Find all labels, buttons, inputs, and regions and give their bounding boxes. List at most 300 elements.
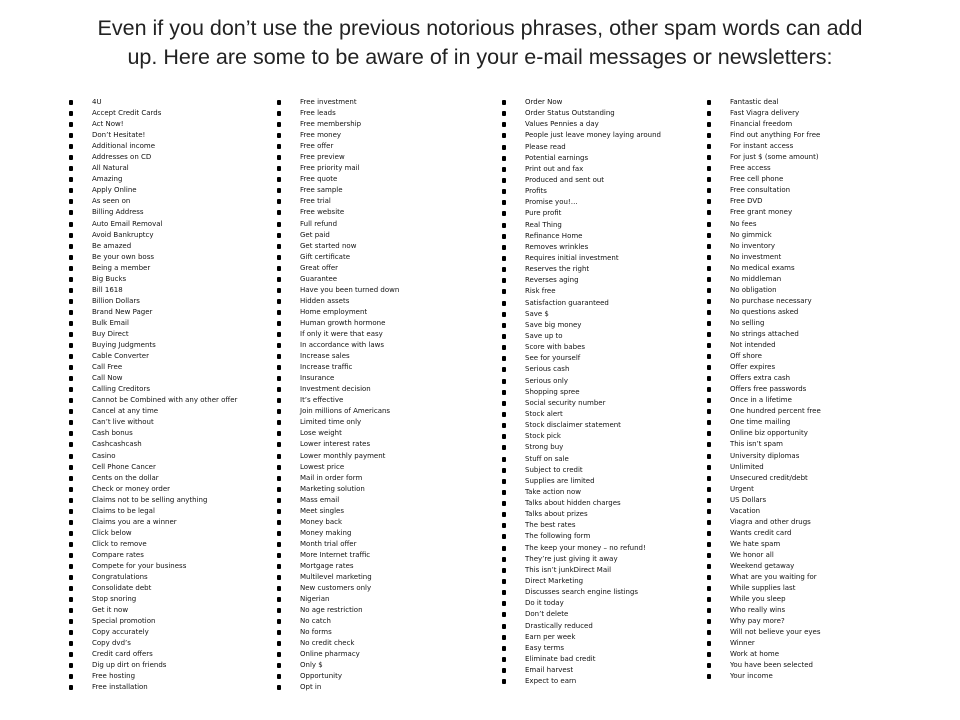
spam-word-text: Free trial <box>300 197 331 206</box>
bullet-icon <box>707 586 711 591</box>
spam-word-item <box>300 108 399 119</box>
spam-word-text: Big Bucks <box>92 274 127 283</box>
spam-word-text: Direct Marketing <box>525 577 584 586</box>
spam-word-text: Produced and sent out <box>525 175 605 184</box>
spam-word-text: Join millions of Americans <box>300 407 391 416</box>
spam-word-text: Do it today <box>525 599 564 608</box>
spam-word-text: Cannot be Combined with any other offer <box>92 396 238 405</box>
bullet-icon <box>277 244 281 249</box>
spam-word-text: Earn per week <box>525 632 576 641</box>
spam-word-text: Avoid Bankruptcy <box>92 230 154 239</box>
spam-word-text: Free priority mail <box>300 164 360 173</box>
spam-word-item <box>92 594 237 605</box>
spam-word-text: Viagra and other drugs <box>730 517 811 526</box>
spam-word-text: Risk free <box>525 287 556 296</box>
spam-word-text: Free installation <box>92 683 148 692</box>
spam-word-item <box>730 484 821 495</box>
spam-word-item <box>525 554 661 565</box>
spam-word-text: Month trial offer <box>300 539 357 548</box>
spam-word-item <box>92 141 237 152</box>
spam-word-text: Values Pennies a day <box>525 120 599 129</box>
bullet-icon <box>69 277 73 282</box>
bullet-icon <box>277 365 281 370</box>
bullet-icon <box>707 608 711 613</box>
bullet-icon <box>707 409 711 414</box>
bullet-icon <box>502 423 506 428</box>
spam-word-text: Credit card offers <box>92 650 153 659</box>
spam-word-item <box>730 417 821 428</box>
spam-word-item <box>92 230 237 241</box>
bullet-icon <box>69 100 73 105</box>
bullet-icon <box>502 557 506 562</box>
spam-word-text: Don’t Hesitate! <box>92 131 146 140</box>
bullet-icon <box>69 520 73 525</box>
bullet-icon <box>69 188 73 193</box>
bullet-icon <box>707 332 711 337</box>
bullet-icon <box>502 267 506 272</box>
spam-word-text: Strong buy <box>525 443 564 452</box>
bullet-icon <box>502 512 506 517</box>
spam-word-text: Being a member <box>92 263 151 272</box>
spam-word-item <box>525 387 661 398</box>
spam-word-item <box>525 153 661 164</box>
spam-word-text: Offers free passwords <box>730 385 807 394</box>
spam-word-item <box>300 318 399 329</box>
spam-word-text: Free membership <box>300 120 362 129</box>
spam-word-item <box>300 384 399 395</box>
spam-word-item <box>92 682 237 693</box>
spam-word-item <box>730 451 821 462</box>
bullet-icon <box>69 398 73 403</box>
spam-word-text: Hidden assets <box>300 296 350 305</box>
spam-word-text: Home employment <box>300 307 368 316</box>
bullet-icon <box>502 111 506 116</box>
bullet-icon <box>277 487 281 492</box>
spam-word-item <box>730 152 821 163</box>
bullet-icon <box>69 487 73 492</box>
bullet-icon <box>707 674 711 679</box>
bullet-icon <box>707 155 711 160</box>
spam-word-item <box>730 462 821 473</box>
spam-word-item <box>92 561 237 572</box>
spam-word-text: Full refund <box>300 219 338 228</box>
bullet-icon <box>707 387 711 392</box>
spam-word-text: Will not believe your eyes <box>730 628 821 637</box>
bullet-icon <box>277 431 281 436</box>
spam-word-text: Why pay more? <box>730 617 785 626</box>
spam-word-text: Have you been turned down <box>300 285 400 294</box>
spam-word-item <box>300 649 399 660</box>
spam-word-text: While you sleep <box>730 595 786 604</box>
spam-word-item <box>525 286 661 297</box>
bullet-icon <box>707 420 711 425</box>
spam-word-text: Be your own boss <box>92 252 154 261</box>
bullet-icon <box>277 332 281 337</box>
spam-word-text: The following form <box>525 532 591 541</box>
spam-word-text: Money making <box>300 528 352 537</box>
spam-word-item <box>730 384 821 395</box>
spam-word-text: Copy accurately <box>92 628 149 637</box>
bullet-icon <box>707 299 711 304</box>
spam-word-text: Unsecured credit/debt <box>730 473 808 482</box>
bullet-icon <box>707 531 711 536</box>
spam-word-item <box>92 417 237 428</box>
bullet-icon <box>502 122 506 127</box>
bullet-icon <box>69 321 73 326</box>
spam-word-item <box>730 252 821 263</box>
bullet-icon <box>707 310 711 315</box>
bullet-icon <box>707 442 711 447</box>
spam-word-text: No catch <box>300 617 331 626</box>
bullet-icon <box>69 343 73 348</box>
spam-word-text: Limited time only <box>300 418 362 427</box>
spam-word-text: Email harvest <box>525 666 574 675</box>
spam-word-text: Multilevel marketing <box>300 573 372 582</box>
bullet-icon <box>502 278 506 283</box>
bullet-icon <box>69 299 73 304</box>
spam-word-item <box>300 373 399 384</box>
spam-word-item <box>525 309 661 320</box>
spam-word-item <box>730 130 821 141</box>
bullet-icon <box>69 630 73 635</box>
spam-word-text: Lowest price <box>300 462 345 471</box>
spam-word-text: Buy Direct <box>92 329 129 338</box>
bullet-icon <box>277 144 281 149</box>
spam-word-text: Cents on the dollar <box>92 473 159 482</box>
spam-word-item <box>300 329 399 340</box>
spam-word-item <box>92 274 237 285</box>
spam-word-item <box>525 108 661 119</box>
bullet-icon <box>707 398 711 403</box>
spam-word-item <box>300 439 399 450</box>
bullet-icon <box>277 454 281 459</box>
spam-word-item <box>525 376 661 387</box>
bullet-icon <box>69 288 73 293</box>
spam-word-text: It’s effective <box>300 396 344 405</box>
spam-word-item <box>525 253 661 264</box>
bullet-icon <box>277 199 281 204</box>
title-line-1: Even if you don’t use the previous notorious phrases, other spam words can add <box>97 16 863 40</box>
spam-word-text: Shopping spree <box>525 387 580 396</box>
spam-word-item <box>92 550 237 561</box>
spam-word-item <box>300 484 399 495</box>
spam-word-item <box>92 373 237 384</box>
spam-word-item <box>730 473 821 484</box>
spam-word-text: Free access <box>730 164 771 173</box>
bullet-icon <box>277 663 281 668</box>
bullet-icon <box>69 365 73 370</box>
bullet-icon <box>707 619 711 624</box>
spam-word-item <box>300 428 399 439</box>
bullet-icon <box>502 534 506 539</box>
bullet-icon <box>69 465 73 470</box>
spam-word-item <box>525 498 661 509</box>
spam-word-item <box>525 130 661 141</box>
spam-word-item <box>300 528 399 539</box>
spam-word-item <box>300 462 399 473</box>
spam-word-item <box>730 263 821 274</box>
bullet-icon <box>502 668 506 673</box>
spam-word-text: Fast Viagra delivery <box>730 109 800 118</box>
bullet-icon <box>277 233 281 238</box>
spam-word-item <box>730 329 821 340</box>
spam-word-text: Cash bonus <box>92 429 133 438</box>
bullet-icon <box>69 122 73 127</box>
spam-word-item <box>92 108 237 119</box>
bullet-icon <box>502 156 506 161</box>
spam-word-text: Urgent <box>730 484 754 493</box>
spam-word-text: Free preview <box>300 153 345 162</box>
spam-word-item <box>525 175 661 186</box>
spam-word-text: Increase traffic <box>300 363 353 372</box>
bullet-icon <box>277 630 281 635</box>
spam-word-item <box>525 509 661 520</box>
spam-word-item <box>730 660 821 671</box>
spam-word-item <box>92 473 237 484</box>
spam-word-text: One hundred percent free <box>730 407 821 416</box>
spam-word-item <box>525 576 661 587</box>
spam-word-text: Work at home <box>730 650 780 659</box>
spam-word-text: Get started now <box>300 241 357 250</box>
bullet-icon <box>707 509 711 514</box>
spam-word-item <box>92 660 237 671</box>
spam-word-text: No inventory <box>730 241 776 250</box>
spam-word-item <box>730 395 821 406</box>
spam-word-item <box>730 340 821 351</box>
bullet-icon <box>707 542 711 547</box>
bullet-icon <box>69 663 73 668</box>
spam-word-item <box>300 616 399 627</box>
bullet-icon <box>707 663 711 668</box>
spam-word-text: Eliminate bad credit <box>525 655 596 664</box>
spam-word-text: The keep your money – no refund! <box>525 543 646 552</box>
bullet-icon <box>707 343 711 348</box>
spam-word-text: No fees <box>730 219 757 228</box>
spam-word-item <box>300 660 399 671</box>
bullet-icon <box>277 310 281 315</box>
spam-word-item <box>92 395 237 406</box>
bullet-icon <box>277 166 281 171</box>
bullet-icon <box>707 133 711 138</box>
bullet-icon <box>707 564 711 569</box>
spam-word-text: Increase sales <box>300 352 350 361</box>
spam-word-item <box>92 671 237 682</box>
bullet-icon <box>502 635 506 640</box>
spam-word-item <box>730 539 821 550</box>
bullet-icon <box>707 476 711 481</box>
spam-word-text: Claims not to be selling anything <box>92 495 208 504</box>
bullet-icon <box>277 564 281 569</box>
spam-word-text: No purchase necessary <box>730 296 812 305</box>
spam-word-item <box>525 242 661 253</box>
spam-word-text: Great offer <box>300 263 339 272</box>
bullet-icon <box>707 630 711 635</box>
bullet-icon <box>277 155 281 160</box>
bullet-icon <box>707 255 711 260</box>
spam-word-item <box>525 264 661 275</box>
bullet-icon <box>69 641 73 646</box>
bullet-icon <box>69 376 73 381</box>
spam-word-item <box>525 398 661 409</box>
spam-word-item <box>92 97 237 108</box>
spam-word-text: Free consultation <box>730 186 791 195</box>
spam-word-text: Online biz opportunity <box>730 429 808 438</box>
bullet-icon <box>707 465 711 470</box>
spam-word-item <box>525 298 661 309</box>
bullet-icon <box>502 590 506 595</box>
spam-word-item <box>300 539 399 550</box>
spam-word-text: No medical exams <box>730 263 795 272</box>
spam-word-item <box>92 439 237 450</box>
bullet-icon <box>502 445 506 450</box>
bullet-icon <box>502 434 506 439</box>
spam-word-item <box>730 351 821 362</box>
spam-word-text: This isn’t spam <box>730 440 783 449</box>
spam-word-item <box>730 163 821 174</box>
spam-word-text: Money back <box>300 517 343 526</box>
spam-word-item <box>92 329 237 340</box>
spam-word-item <box>300 152 399 163</box>
spam-word-item <box>300 506 399 517</box>
spam-word-item <box>525 420 661 431</box>
spam-word-item <box>730 119 821 130</box>
spam-word-text: Special promotion <box>92 617 156 626</box>
spam-word-item <box>525 342 661 353</box>
bullet-icon <box>69 564 73 569</box>
bullet-icon <box>707 454 711 459</box>
spam-word-text: Unlimited <box>730 462 764 471</box>
spam-word-item <box>92 495 237 506</box>
spam-word-item <box>92 219 237 230</box>
bullet-icon <box>277 255 281 260</box>
bullet-icon <box>707 575 711 580</box>
spam-word-item <box>300 241 399 252</box>
spam-word-text: Vacation <box>730 506 761 515</box>
bullet-icon <box>69 332 73 337</box>
spam-word-item <box>92 428 237 439</box>
bullet-icon <box>502 490 506 495</box>
spam-word-item <box>300 230 399 241</box>
bullet-icon <box>707 233 711 238</box>
spam-word-text: Compare rates <box>92 550 144 559</box>
spam-word-text: More Internet traffic <box>300 550 371 559</box>
spam-word-text: Stuff on sale <box>525 454 569 463</box>
bullet-icon <box>707 199 711 204</box>
spam-word-item <box>300 252 399 263</box>
bullet-icon <box>277 122 281 127</box>
spam-word-item <box>300 406 399 417</box>
spam-word-item <box>300 517 399 528</box>
spam-word-item <box>525 643 661 654</box>
spam-word-item <box>300 572 399 583</box>
bullet-icon <box>277 619 281 624</box>
spam-words-column-3 <box>525 97 661 687</box>
spam-word-text: All Natural <box>92 164 129 173</box>
spam-word-item <box>92 185 237 196</box>
spam-word-item <box>300 274 399 285</box>
spam-word-text: Serious cash <box>525 365 570 374</box>
bullet-icon <box>277 498 281 503</box>
spam-word-text: What are you waiting for <box>730 573 817 582</box>
bullet-icon <box>502 479 506 484</box>
spam-word-text: Opt in <box>300 683 322 692</box>
spam-words-column-4 <box>730 97 821 682</box>
spam-word-text: Claims you are a winner <box>92 517 177 526</box>
spam-word-item <box>92 252 237 263</box>
bullet-icon <box>277 387 281 392</box>
spam-word-item <box>92 362 237 373</box>
spam-word-item <box>730 495 821 506</box>
spam-word-item <box>525 208 661 219</box>
spam-word-item <box>525 621 661 632</box>
spam-word-text: For instant access <box>730 142 794 151</box>
spam-word-item <box>525 353 661 364</box>
bullet-icon <box>502 345 506 350</box>
spam-word-text: No age restriction <box>300 606 363 615</box>
spam-word-text: Stop snoring <box>92 595 137 604</box>
spam-word-text: Promise you!… <box>525 198 578 207</box>
bullet-icon <box>69 166 73 171</box>
spam-word-text: Nigerian <box>300 595 330 604</box>
spam-word-text: For just $ (some amount) <box>730 153 819 162</box>
spam-word-item <box>525 676 661 687</box>
spam-word-item <box>92 241 237 252</box>
spam-word-text: Free money <box>300 131 342 140</box>
spam-word-text: Stock disclaimer statement <box>525 421 621 430</box>
spam-word-item <box>525 465 661 476</box>
spam-word-text: Lower monthly payment <box>300 451 386 460</box>
spam-word-item <box>300 219 399 230</box>
spam-word-item <box>300 627 399 638</box>
spam-word-item <box>92 351 237 362</box>
bullet-icon <box>502 178 506 183</box>
spam-word-text: If only it were that easy <box>300 329 383 338</box>
bullet-icon <box>502 100 506 105</box>
bullet-icon <box>69 685 73 690</box>
spam-word-item <box>300 561 399 572</box>
bullet-icon <box>502 312 506 317</box>
spam-word-item <box>300 340 399 351</box>
spam-word-text: People just leave money laying around <box>525 131 661 140</box>
spam-word-text: Refinance Home <box>525 231 583 240</box>
spam-word-text: One time mailing <box>730 418 791 427</box>
bullet-icon <box>277 100 281 105</box>
bullet-icon <box>69 310 73 315</box>
spam-word-text: Gift certificate <box>300 252 351 261</box>
spam-word-item <box>300 395 399 406</box>
spam-word-item <box>730 97 821 108</box>
spam-word-text: Potential earnings <box>525 153 589 162</box>
spam-word-text: Get it now <box>92 606 129 615</box>
spam-word-item <box>92 285 237 296</box>
spam-word-text: Free quote <box>300 175 338 184</box>
bullet-icon <box>277 210 281 215</box>
bullet-icon <box>69 155 73 160</box>
spam-word-item <box>730 561 821 572</box>
spam-word-text: Not intended <box>730 341 776 350</box>
spam-word-item <box>730 141 821 152</box>
title-line-2: up. Here are some to be aware of in your e-mail messages or newsletters: <box>127 45 833 69</box>
spam-word-item <box>730 230 821 241</box>
bullet-icon <box>502 356 506 361</box>
spam-word-item <box>525 220 661 231</box>
bullet-icon <box>277 542 281 547</box>
spam-word-item <box>525 609 661 620</box>
spam-word-item <box>92 649 237 660</box>
spam-word-item <box>730 671 821 682</box>
spam-word-text: No middleman <box>730 274 782 283</box>
spam-word-item <box>92 318 237 329</box>
